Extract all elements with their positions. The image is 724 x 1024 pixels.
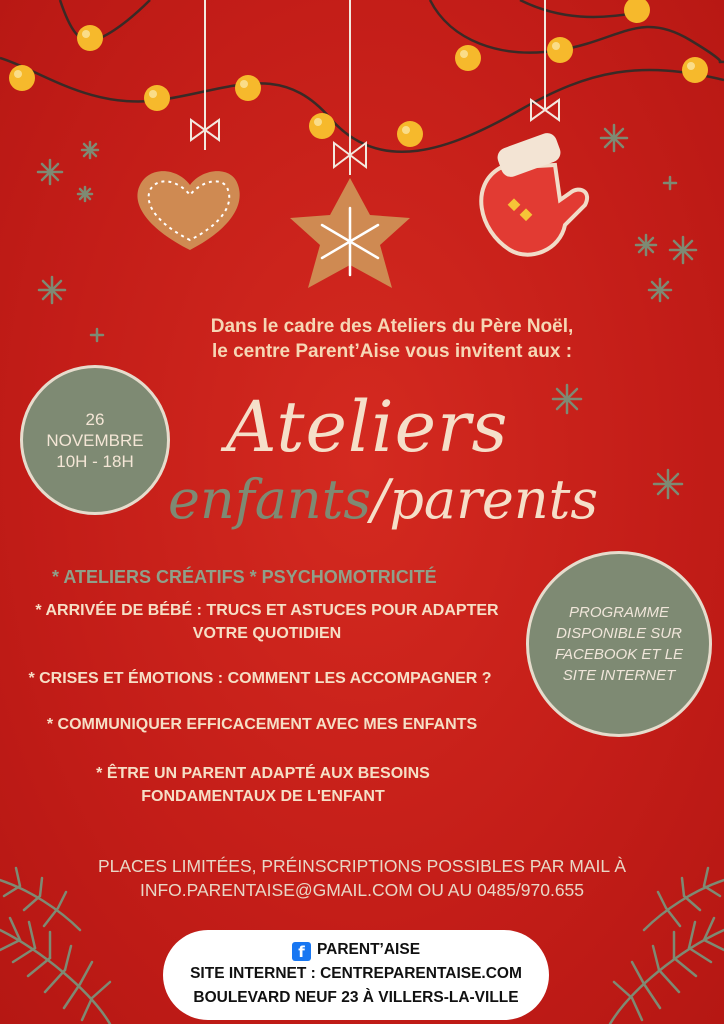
workshop-highlights: * ATELIERS CRÉATIFS * PSYCHOMOTRICITÉ [52, 567, 437, 587]
facebook-icon: f [292, 942, 311, 961]
workshop-item-4 [40, 762, 486, 808]
workshop-item-1-line-2: VOTRE QUOTIDIEN [192, 625, 342, 642]
intro-text [0, 314, 724, 364]
title-ateliers: Ateliers [226, 386, 509, 468]
light-bulbs [9, 0, 708, 147]
program-line-4: SITE INTERNET [562, 667, 676, 684]
heart-cookie-icon [137, 171, 239, 250]
title-enfants: enfants [168, 468, 372, 531]
program-line-1: PROGRAMME [568, 604, 669, 621]
date-month: NOVEMBRE [46, 430, 144, 450]
contact-email-phone[interactable]: INFO.PARENTAISE@GMAIL.COM OU AU 0485/970.655 [139, 880, 585, 900]
contact-info [0, 854, 724, 902]
title-slash: / [371, 468, 390, 531]
date-badge [20, 365, 170, 515]
intro-line-1: Dans le cadre des Ateliers du Père Noël, [210, 316, 574, 337]
program-badge [526, 551, 712, 737]
workshop-item-4-line-2: FONDAMENTAUX DE L'ENFANT [141, 788, 385, 805]
address-line: BOULEVARD NEUF 23 À VILLERS-LA-VILLE [193, 989, 519, 1006]
intro-line-2: le centre Parent’Aise vous invitent aux : [211, 341, 573, 362]
date-hours: 10H - 18H [56, 451, 134, 471]
contact-line-1: PLACES LIMITÉES, PRÉINSCRIPTIONS POSSIBLES PAR MAIL À [97, 856, 627, 876]
workshop-item-3: * COMMUNIQUER EFFICACEMENT AVEC MES ENFANTS [46, 716, 478, 733]
facebook-name: PARENT’AISE [316, 941, 421, 958]
facebook-row[interactable] [163, 938, 549, 962]
website-line[interactable]: SITE INTERNET : CENTREPARENTAISE.COM [190, 965, 522, 982]
program-line-3: FACEBOOK ET LE [554, 646, 684, 663]
workshop-item-1-line-1: * ARRIVÉE DE BÉBÉ : TRUCS ET ASTUCES POUR ADAPTER [35, 602, 499, 619]
title-subtitle [168, 468, 598, 531]
footer-pill [163, 930, 549, 1020]
mitten-icon [481, 130, 587, 254]
program-line-2: DISPONIBLE SUR [556, 625, 682, 642]
date-day: 26 [85, 409, 105, 429]
workshop-item-2: * CRISES ET ÉMOTIONS : COMMENT LES ACCOMPAGNER ? [28, 670, 492, 687]
title-parents: parents [389, 468, 599, 531]
workshop-item-4-line-1: * ÊTRE UN PARENT ADAPTÉ AUX BESOINS [96, 765, 430, 782]
star-cookie-icon [290, 178, 410, 288]
workshop-item-1 [14, 599, 520, 645]
